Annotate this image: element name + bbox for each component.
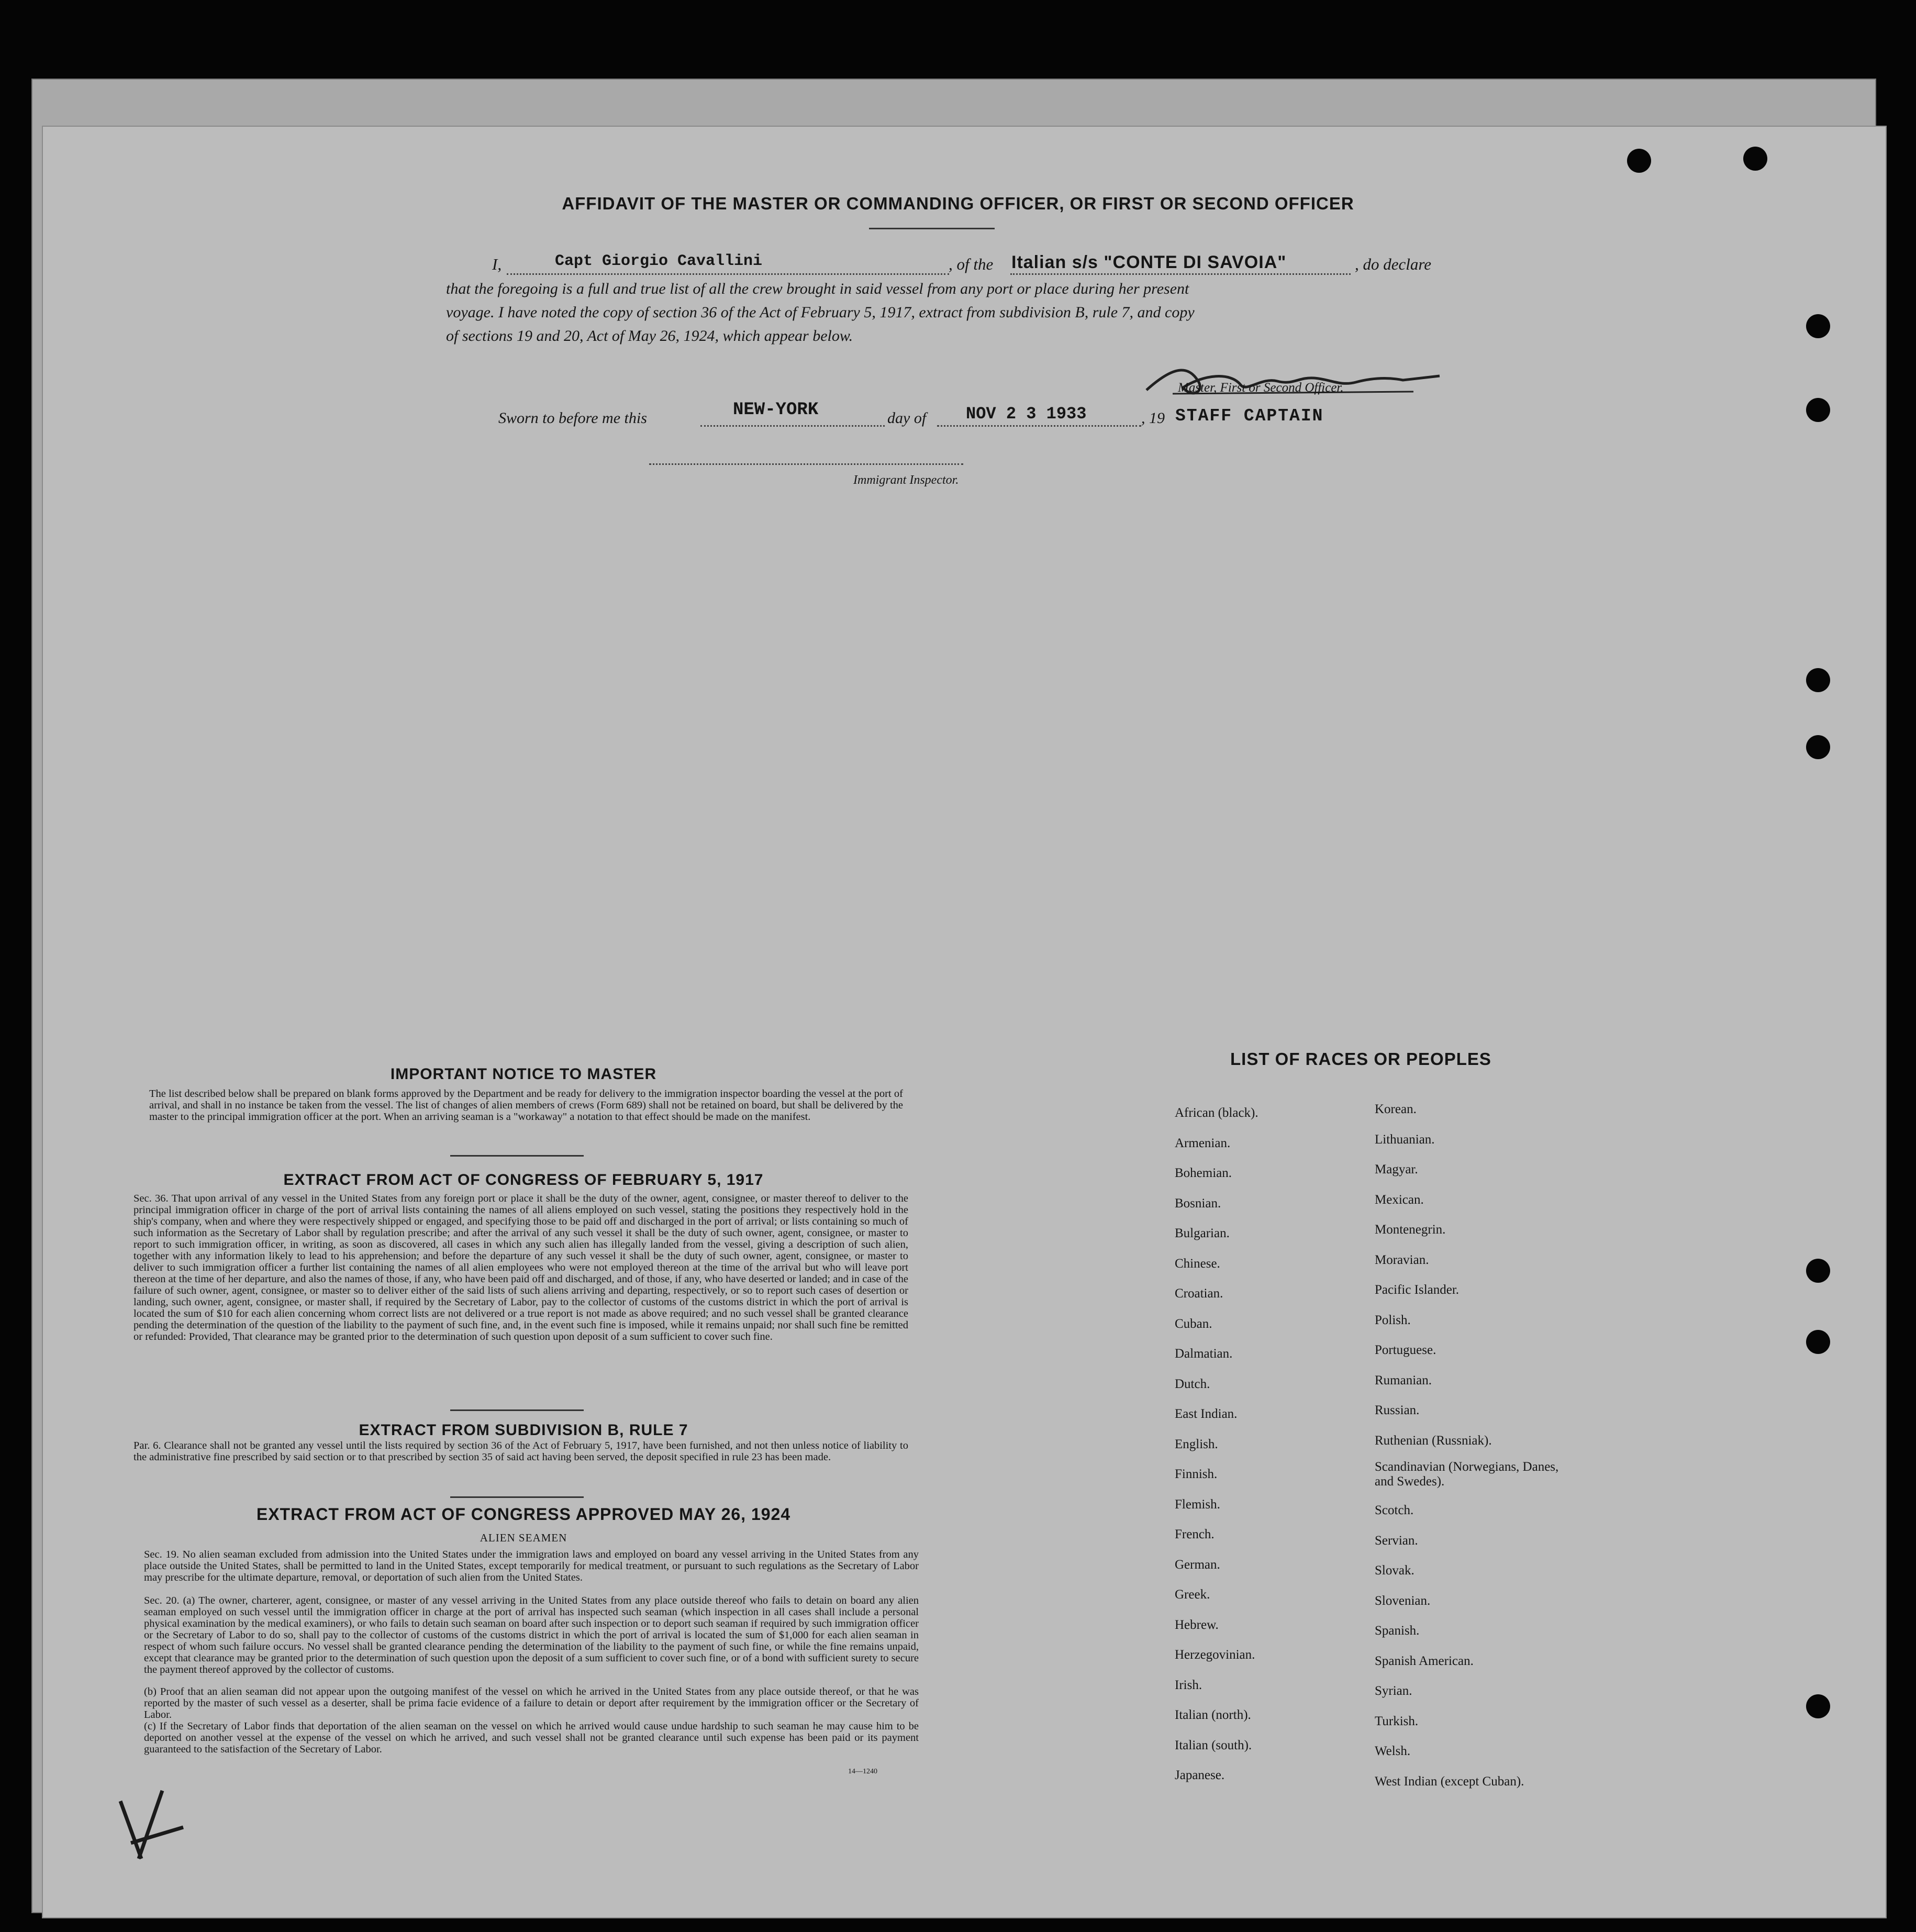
sworn-date-line xyxy=(937,425,1141,427)
race-item: East Indian. xyxy=(1175,1407,1238,1421)
vessel-field-line xyxy=(1010,273,1351,275)
rule-7-divider xyxy=(450,1496,584,1498)
race-item: Moravian. xyxy=(1375,1252,1429,1267)
race-item: Finnish. xyxy=(1175,1467,1218,1481)
binder-hole xyxy=(1806,314,1830,338)
alien-seamen-subtitle: ALIEN SEAMEN xyxy=(480,1531,567,1544)
sec-20c-body: (c) If the Secretary of Labor finds that deportation of the alien seaman on the vessel on which he arrived would cause undue hardship to such seaman he may cause him to be deported on another vessel at the expense of the vessel on which he arrived, and such vessel shall not be granted clearance until such expense has been paid or its payment guaranteed to the satisfaction of the Secretary of Labor. xyxy=(144,1720,919,1755)
extract-1917-body: Sec. 36. That upon arrival of any vessel in the United States from any foreign port or place it shall be the duty of the owner, agent, consignee, or master thereof to deliver to the principal immigration officer in charge of the port of arrival lists containing the names of all aliens employed on such vessel, stating the positions they respectively hold in the ship's company, when and where they were respectively shipped or engaged, and specifying those to be paid off and discharged in the port of arrival; or lists containing so much of such information as the Secretary of Labor shall by regulation prescribe; and after the arrival of any such vessel it shall be the duty of such owner, agent, consignee, or master to report to such immigration officer, in writing, as soon as discovered, all cases in which any such alien has illegally landed from the vessel, giving a description of such alien, together with any information likely to lead to his apprehension; and before the departure of any such vessel it shall be the duty of such owner, agent, consignee, or master to deliver to such immigration officer a further list containing the names of all alien employees who were not employed thereon at the time of the arrival but who will leave port thereon at the time of her departure, and also the names of those, if any, who have been paid off and discharged, and of those, if any, who have deserted or landed; and in case of the failure of such owner, agent, consignee, or master so to deliver either of the said lists of such aliens arriving and departing, respectively, or so to report such cases of desertion or landing, such owner, agent, consignee, or master shall, if required by the Secretary of Labor, pay to the collector of customs of the customs district in which the port of arrival is located the sum of $10 for each alien concerning whom correct lists are not delivered or a true report is not made as above required; and no such vessel shall be granted clearance pending the determination of the question of the liability to the payment of such fine, and, in the event such fine is imposed, while it remains unpaid; nor shall such fine be remitted or refunded: Provided, That clearance may be granted prior to the determination of such question upon deposit of a sum sufficient to cover such fine. xyxy=(133,1193,908,1342)
race-item: Armenian. xyxy=(1175,1136,1231,1150)
race-item: Bosnian. xyxy=(1175,1196,1221,1211)
races-title: LIST OF RACES OR PEOPLES xyxy=(1230,1049,1491,1069)
binder-hole xyxy=(1806,668,1830,692)
binder-hole xyxy=(1743,147,1767,171)
rule-7-title: EXTRACT FROM SUBDIVISION B, RULE 7 xyxy=(359,1422,688,1439)
name-field-line xyxy=(507,273,949,275)
binder-hole xyxy=(1627,149,1651,173)
race-item: Slovenian. xyxy=(1375,1593,1431,1608)
race-item: Slovak. xyxy=(1375,1563,1414,1578)
race-item: Dalmatian. xyxy=(1175,1347,1233,1361)
officer-title: STAFF CAPTAIN xyxy=(1175,406,1324,426)
binder-hole xyxy=(1806,1259,1830,1283)
of-the-label: , of the xyxy=(949,255,994,273)
binder-hole xyxy=(1806,1330,1830,1354)
race-item: Greek. xyxy=(1175,1587,1210,1602)
race-item: Chinese. xyxy=(1175,1256,1220,1271)
race-item: Servian. xyxy=(1375,1533,1418,1548)
race-item: English. xyxy=(1175,1437,1218,1451)
race-item: Lithuanian. xyxy=(1375,1132,1435,1147)
race-item: Syrian. xyxy=(1375,1684,1412,1698)
race-item: Bohemian. xyxy=(1175,1166,1232,1180)
notice-divider xyxy=(450,1155,584,1157)
race-item: Croatian. xyxy=(1175,1286,1223,1301)
extract-1917-divider xyxy=(450,1409,584,1411)
sec-19-body: Sec. 19. No alien seaman excluded from admission into the United States under the immigration laws and employed on board any vessel arriving in the United States from any place outside the United States, shall be permitted to land in the United States, except temporarily for medical treatment, or pursuant to such regulations as the Secretary of Labor may prescribe for the ultimate departure, removal, or deportation of such alien from the United States. xyxy=(144,1549,919,1583)
race-item: Scotch. xyxy=(1375,1503,1414,1517)
race-item: African (black). xyxy=(1175,1106,1258,1120)
notice-title: IMPORTANT NOTICE TO MASTER xyxy=(390,1065,657,1083)
race-item: Welsh. xyxy=(1375,1744,1411,1758)
extract-1924-title: EXTRACT FROM ACT OF CONGRESS APPROVED MAY 26, 1924 xyxy=(256,1505,791,1524)
race-item: Dutch. xyxy=(1175,1376,1210,1391)
race-item: Cuban. xyxy=(1175,1316,1212,1331)
binder-hole xyxy=(1806,398,1830,422)
rule-7-body: Par. 6. Clearance shall not be granted any vessel until the lists required by section 36 of the Act of February 5, 1917, have been furnished, and not then unless notice of liability to the administrative fine prescribed by said section or to that prescribed by section 35 of said act having been served, the deposit specified in rule 23 has been made. xyxy=(133,1440,908,1463)
races-right-column xyxy=(1375,1094,1563,1796)
race-item: Flemish. xyxy=(1175,1497,1220,1512)
race-item: Magyar. xyxy=(1375,1162,1418,1176)
sworn-place-line xyxy=(700,425,885,427)
race-item: French. xyxy=(1175,1527,1215,1541)
race-item: Korean. xyxy=(1375,1102,1417,1116)
race-item: Spanish. xyxy=(1375,1624,1420,1638)
race-item: Russian. xyxy=(1375,1403,1420,1417)
race-item: Japanese. xyxy=(1175,1768,1225,1782)
sec-20a-body: Sec. 20. (a) The owner, charterer, agent, consignee, or master of any vessel arriving in the United States from any place outside thereof who fails to detain on board any alien seaman employed on such vessel until the immigration officer in charge at the port of arrival has inspected such seaman (which inspection in all cases shall include a personal physical examination by the medical examiners), or who fails to detain such seaman on board after such inspection or to deport such seaman if required by such immigration officer or the Secretary of Labor to do so, shall pay to the collector of customs of the customs district in which the port of arrival is located the sum of $1,000 for each alien seaman in respect of whom such failure occurs. No vessel shall be granted clearance pending the determination of the liability to the payment of such fine, or while the fine remains unpaid, except that clearance may be granted prior to the determination of such question upon the deposit of a sum sufficient to cover such fine, or of a bond with sufficient surety to secure the payment thereof approved by the collector of customs. xyxy=(144,1595,919,1675)
sworn-date: NOV 2 3 1933 xyxy=(966,404,1087,424)
handwritten-mark xyxy=(110,1780,188,1869)
affidavit-line-3: voyage. I have noted the copy of section 36 of the Act of February 5, 1917, extract from subdivision B, rule 7, and copy xyxy=(446,304,1195,321)
race-item: Spanish American. xyxy=(1375,1653,1474,1668)
sworn-label: Sworn to before me this xyxy=(498,409,647,427)
affidavit-line-2: that the foregoing is a full and true list of all the crew brought in said vessel from any port or place during her present xyxy=(446,280,1189,297)
race-item: Irish. xyxy=(1175,1678,1202,1692)
race-item: Italian (south). xyxy=(1175,1738,1252,1752)
race-item: Herzegovinian. xyxy=(1175,1648,1255,1662)
do-declare-label: , do declare xyxy=(1355,255,1432,273)
race-item: German. xyxy=(1175,1557,1220,1572)
extract-1917-title: EXTRACT FROM ACT OF CONGRESS OF FEBRUARY 5, 1917 xyxy=(283,1171,764,1189)
year-prefix: , 19 xyxy=(1141,409,1165,427)
race-item: Scandinavian (Norwegians, Danes, and Swedes). xyxy=(1375,1460,1559,1489)
inspector-signature-line xyxy=(649,463,963,465)
vessel-name: Italian s/s "CONTE DI SAVOIA" xyxy=(1011,252,1287,272)
race-item: Montenegrin. xyxy=(1375,1223,1446,1237)
race-item: Turkish. xyxy=(1375,1714,1419,1728)
i-label: I, xyxy=(492,255,502,273)
race-item: West Indian (except Cuban). xyxy=(1375,1774,1524,1789)
race-item: Mexican. xyxy=(1375,1192,1424,1207)
sworn-place: NEW-YORK xyxy=(733,400,819,420)
master-name: Capt Giorgio Cavallini xyxy=(555,252,763,270)
race-item: Hebrew. xyxy=(1175,1617,1219,1632)
races-left-column xyxy=(1175,1098,1258,1791)
race-item: Italian (north). xyxy=(1175,1708,1251,1722)
race-item: Ruthenian (Russniak). xyxy=(1375,1433,1492,1448)
race-item: Portuguese. xyxy=(1375,1343,1436,1357)
form-number: 14—1240 xyxy=(848,1768,877,1775)
affidavit-line-4: of sections 19 and 20, Act of May 26, 1924, which appear below. xyxy=(446,327,853,345)
race-item: Rumanian. xyxy=(1375,1373,1432,1387)
title-divider xyxy=(869,228,995,229)
binder-hole xyxy=(1806,735,1830,759)
race-item: Bulgarian. xyxy=(1175,1226,1230,1240)
sec-20b-body: (b) Proof that an alien seaman did not appear upon the outgoing manifest of the vessel on which he arrived in the United States from any place outside thereof, or that he was reported by the master of such vessel as a deserter, shall be prima facie evidence of a failure to detain or deport after requirement by the immigration officer or the Secretary of Labor. xyxy=(144,1686,919,1720)
notice-body: The list described below shall be prepared on blank forms approved by the Department and be ready for delivery to the immigration inspector boarding the vessel at the port of arrival, and shall in no instance be taken from the vessel. The list of changes of alien members of crews (Form 689) shall not be retained on board, but shall be delivered by the master to the principal immigration officer at the port. When an arriving seaman is a "workaway" a notation to that effect should be made on the manifest. xyxy=(149,1088,903,1123)
day-of-label: day of xyxy=(887,409,927,427)
affidavit-title: AFFIDAVIT OF THE MASTER OR COMMANDING OFFICER, OR FIRST OR SECOND OFFICER xyxy=(562,194,1354,213)
race-item: Polish. xyxy=(1375,1313,1411,1327)
binder-hole xyxy=(1806,1694,1830,1718)
signature-caption: Master, First or Second Officer. xyxy=(1178,381,1344,395)
race-item: Pacific Islander. xyxy=(1375,1283,1460,1297)
inspector-caption: Immigrant Inspector. xyxy=(853,473,959,487)
